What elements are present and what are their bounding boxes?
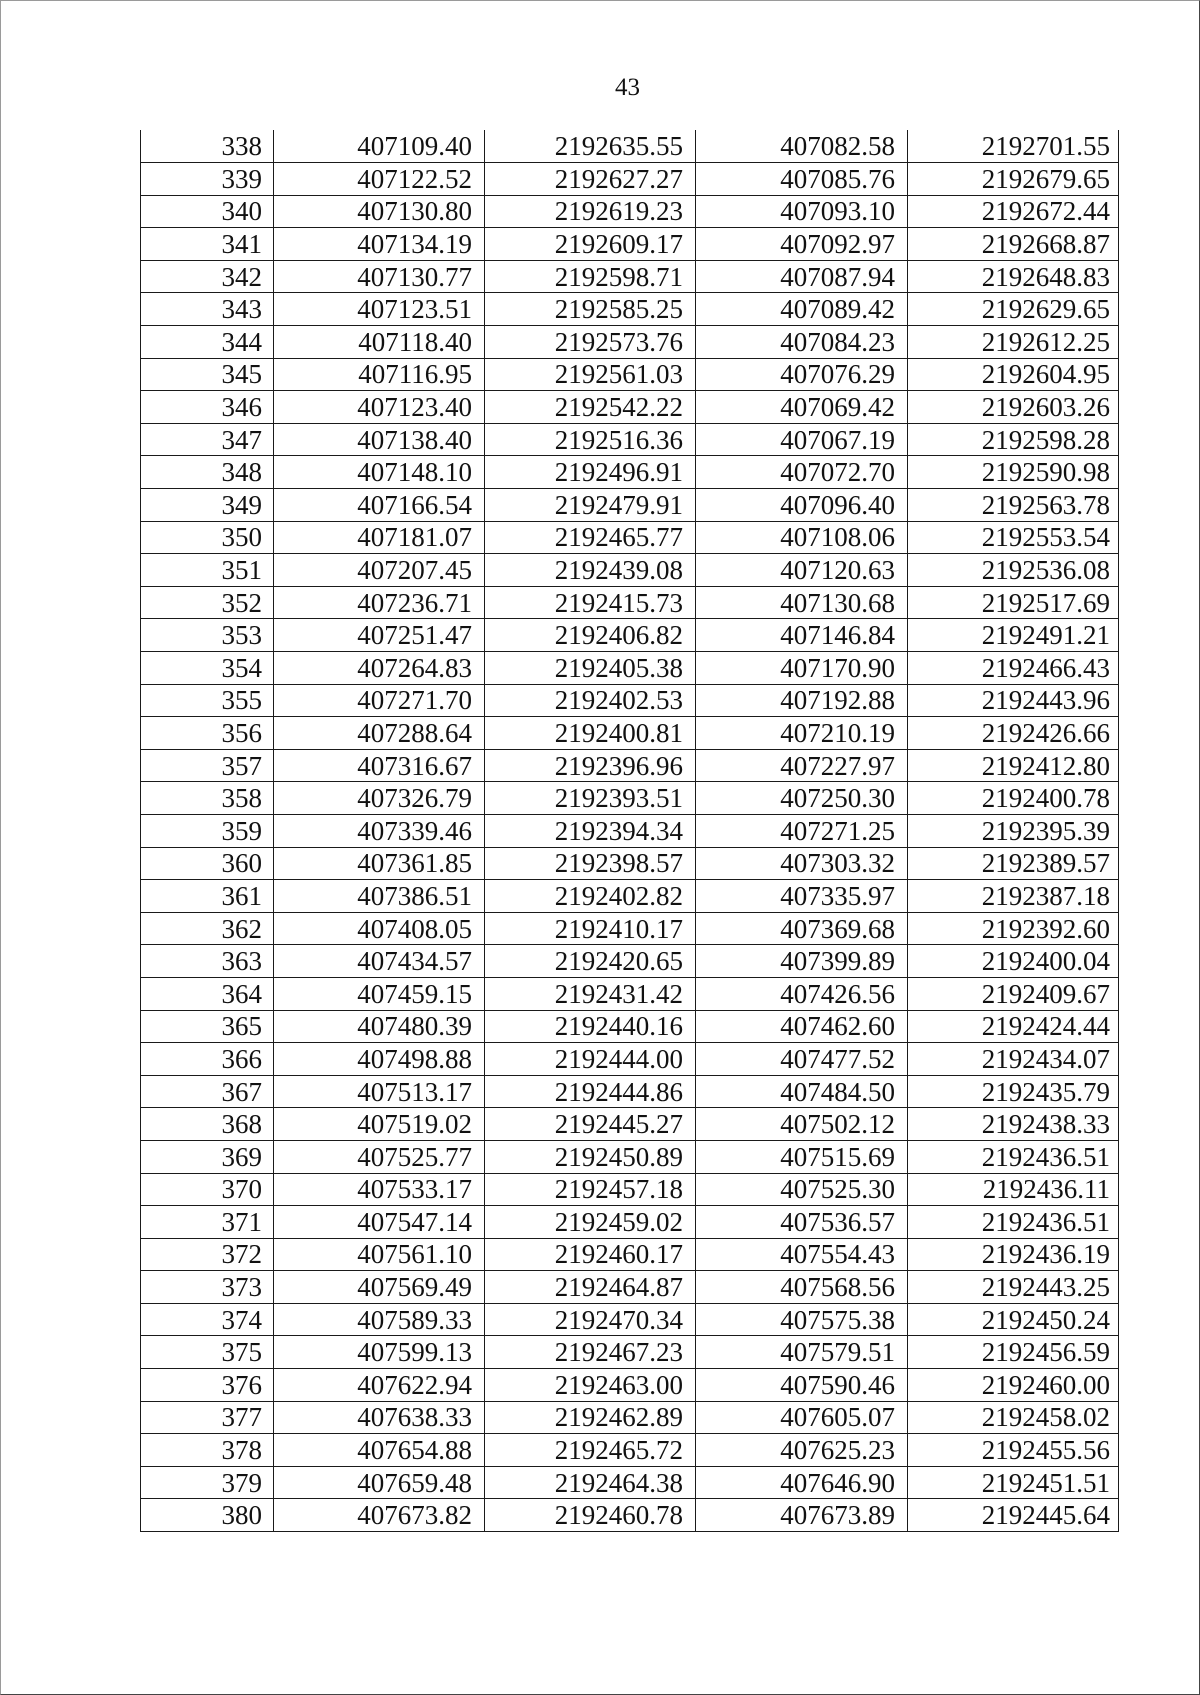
x1-cell: 407408.05 bbox=[274, 912, 485, 945]
point-number-cell: 361 bbox=[141, 880, 274, 913]
table-row bbox=[141, 1238, 1119, 1271]
y2-cell: 2192436.51 bbox=[908, 1206, 1119, 1239]
y2-cell: 2192455.56 bbox=[908, 1434, 1119, 1467]
table-row bbox=[141, 423, 1119, 456]
y1-cell: 2192465.72 bbox=[485, 1434, 696, 1467]
x2-cell: 407554.43 bbox=[696, 1238, 908, 1271]
x1-cell: 407519.02 bbox=[274, 1108, 485, 1141]
x1-cell: 407386.51 bbox=[274, 880, 485, 913]
point-number-cell: 359 bbox=[141, 814, 274, 847]
table-row bbox=[141, 1303, 1119, 1336]
y1-cell: 2192394.34 bbox=[485, 814, 696, 847]
x2-cell: 407072.70 bbox=[696, 456, 908, 489]
point-number-cell: 346 bbox=[141, 391, 274, 424]
point-number-cell: 354 bbox=[141, 652, 274, 685]
x1-cell: 407148.10 bbox=[274, 456, 485, 489]
x1-cell: 407166.54 bbox=[274, 489, 485, 522]
x2-cell: 407399.89 bbox=[696, 945, 908, 978]
x2-cell: 407605.07 bbox=[696, 1401, 908, 1434]
y2-cell: 2192450.24 bbox=[908, 1303, 1119, 1336]
point-number-cell: 356 bbox=[141, 717, 274, 750]
y2-cell: 2192436.19 bbox=[908, 1238, 1119, 1271]
y2-cell: 2192395.39 bbox=[908, 814, 1119, 847]
y1-cell: 2192457.18 bbox=[485, 1173, 696, 1206]
y1-cell: 2192561.03 bbox=[485, 358, 696, 391]
x1-cell: 407589.33 bbox=[274, 1303, 485, 1336]
point-number-cell: 350 bbox=[141, 521, 274, 554]
point-number-cell: 344 bbox=[141, 326, 274, 359]
table-row bbox=[141, 1206, 1119, 1239]
y2-cell: 2192517.69 bbox=[908, 586, 1119, 619]
y2-cell: 2192668.87 bbox=[908, 228, 1119, 261]
x2-cell: 407069.42 bbox=[696, 391, 908, 424]
point-number-cell: 366 bbox=[141, 1043, 274, 1076]
x1-cell: 407622.94 bbox=[274, 1369, 485, 1402]
x2-cell: 407525.30 bbox=[696, 1173, 908, 1206]
point-number-cell: 343 bbox=[141, 293, 274, 326]
y2-cell: 2192536.08 bbox=[908, 554, 1119, 587]
table-row bbox=[141, 554, 1119, 587]
x1-cell: 407599.13 bbox=[274, 1336, 485, 1369]
y1-cell: 2192439.08 bbox=[485, 554, 696, 587]
y2-cell: 2192590.98 bbox=[908, 456, 1119, 489]
table-row bbox=[141, 1173, 1119, 1206]
y2-cell: 2192443.96 bbox=[908, 684, 1119, 717]
x2-cell: 407502.12 bbox=[696, 1108, 908, 1141]
table-row bbox=[141, 1369, 1119, 1402]
x1-cell: 407361.85 bbox=[274, 847, 485, 880]
point-number-cell: 357 bbox=[141, 749, 274, 782]
x2-cell: 407146.84 bbox=[696, 619, 908, 652]
point-number-cell: 352 bbox=[141, 586, 274, 619]
x1-cell: 407339.46 bbox=[274, 814, 485, 847]
x2-cell: 407590.46 bbox=[696, 1369, 908, 1402]
y1-cell: 2192465.77 bbox=[485, 521, 696, 554]
table-row bbox=[141, 358, 1119, 391]
point-number-cell: 363 bbox=[141, 945, 274, 978]
x1-cell: 407316.67 bbox=[274, 749, 485, 782]
y1-cell: 2192450.89 bbox=[485, 1140, 696, 1173]
y1-cell: 2192573.76 bbox=[485, 326, 696, 359]
y1-cell: 2192479.91 bbox=[485, 489, 696, 522]
x1-cell: 407638.33 bbox=[274, 1401, 485, 1434]
y2-cell: 2192563.78 bbox=[908, 489, 1119, 522]
point-number-cell: 369 bbox=[141, 1140, 274, 1173]
point-number-cell: 367 bbox=[141, 1075, 274, 1108]
y2-cell: 2192553.54 bbox=[908, 521, 1119, 554]
table-row bbox=[141, 163, 1119, 196]
table-row bbox=[141, 652, 1119, 685]
x1-cell: 407561.10 bbox=[274, 1238, 485, 1271]
point-number-cell: 338 bbox=[141, 130, 274, 163]
point-number-cell: 355 bbox=[141, 684, 274, 717]
x2-cell: 407477.52 bbox=[696, 1043, 908, 1076]
table-row bbox=[141, 228, 1119, 261]
table-row bbox=[141, 489, 1119, 522]
y1-cell: 2192410.17 bbox=[485, 912, 696, 945]
table-row bbox=[141, 195, 1119, 228]
x2-cell: 407108.06 bbox=[696, 521, 908, 554]
x2-cell: 407484.50 bbox=[696, 1075, 908, 1108]
x2-cell: 407271.25 bbox=[696, 814, 908, 847]
x2-cell: 407082.58 bbox=[696, 130, 908, 163]
x2-cell: 407462.60 bbox=[696, 1010, 908, 1043]
x2-cell: 407085.76 bbox=[696, 163, 908, 196]
x1-cell: 407264.83 bbox=[274, 652, 485, 685]
x2-cell: 407579.51 bbox=[696, 1336, 908, 1369]
y1-cell: 2192462.89 bbox=[485, 1401, 696, 1434]
y1-cell: 2192635.55 bbox=[485, 130, 696, 163]
x2-cell: 407369.68 bbox=[696, 912, 908, 945]
y1-cell: 2192402.53 bbox=[485, 684, 696, 717]
y2-cell: 2192389.57 bbox=[908, 847, 1119, 880]
x2-cell: 407625.23 bbox=[696, 1434, 908, 1467]
x2-cell: 407170.90 bbox=[696, 652, 908, 685]
table-row bbox=[141, 293, 1119, 326]
y2-cell: 2192701.55 bbox=[908, 130, 1119, 163]
table-row bbox=[141, 945, 1119, 978]
x1-cell: 407122.52 bbox=[274, 163, 485, 196]
x1-cell: 407434.57 bbox=[274, 945, 485, 978]
table-row bbox=[141, 1140, 1119, 1173]
y1-cell: 2192609.17 bbox=[485, 228, 696, 261]
point-number-cell: 345 bbox=[141, 358, 274, 391]
x1-cell: 407525.77 bbox=[274, 1140, 485, 1173]
y1-cell: 2192415.73 bbox=[485, 586, 696, 619]
table-row bbox=[141, 684, 1119, 717]
y1-cell: 2192396.96 bbox=[485, 749, 696, 782]
y2-cell: 2192466.43 bbox=[908, 652, 1119, 685]
table-row bbox=[141, 391, 1119, 424]
point-number-cell: 377 bbox=[141, 1401, 274, 1434]
x1-cell: 407271.70 bbox=[274, 684, 485, 717]
point-number-cell: 349 bbox=[141, 489, 274, 522]
point-number-cell: 342 bbox=[141, 260, 274, 293]
y2-cell: 2192458.02 bbox=[908, 1401, 1119, 1434]
x1-cell: 407134.19 bbox=[274, 228, 485, 261]
x2-cell: 407227.97 bbox=[696, 749, 908, 782]
y2-cell: 2192400.04 bbox=[908, 945, 1119, 978]
x1-cell: 407659.48 bbox=[274, 1466, 485, 1499]
x2-cell: 407426.56 bbox=[696, 977, 908, 1010]
y1-cell: 2192459.02 bbox=[485, 1206, 696, 1239]
x2-cell: 407515.69 bbox=[696, 1140, 908, 1173]
y1-cell: 2192402.82 bbox=[485, 880, 696, 913]
x2-cell: 407096.40 bbox=[696, 489, 908, 522]
point-number-cell: 368 bbox=[141, 1108, 274, 1141]
y2-cell: 2192672.44 bbox=[908, 195, 1119, 228]
table-row bbox=[141, 1271, 1119, 1304]
table-row bbox=[141, 717, 1119, 750]
x1-cell: 407109.40 bbox=[274, 130, 485, 163]
table-row bbox=[141, 1466, 1119, 1499]
x2-cell: 407335.97 bbox=[696, 880, 908, 913]
point-number-cell: 339 bbox=[141, 163, 274, 196]
point-number-cell: 372 bbox=[141, 1238, 274, 1271]
point-number-cell: 360 bbox=[141, 847, 274, 880]
y1-cell: 2192445.27 bbox=[485, 1108, 696, 1141]
page-number: 43 bbox=[615, 74, 640, 101]
y1-cell: 2192467.23 bbox=[485, 1336, 696, 1369]
table-row bbox=[141, 456, 1119, 489]
table-row bbox=[141, 1043, 1119, 1076]
table-row bbox=[141, 814, 1119, 847]
y2-cell: 2192426.66 bbox=[908, 717, 1119, 750]
x2-cell: 407250.30 bbox=[696, 782, 908, 815]
x2-cell: 407076.29 bbox=[696, 358, 908, 391]
table-row bbox=[141, 749, 1119, 782]
x2-cell: 407067.19 bbox=[696, 423, 908, 456]
y2-cell: 2192604.95 bbox=[908, 358, 1119, 391]
table-row bbox=[141, 782, 1119, 815]
y1-cell: 2192440.16 bbox=[485, 1010, 696, 1043]
y2-cell: 2192392.60 bbox=[908, 912, 1119, 945]
x2-cell: 407536.57 bbox=[696, 1206, 908, 1239]
y1-cell: 2192464.38 bbox=[485, 1466, 696, 1499]
y2-cell: 2192435.79 bbox=[908, 1075, 1119, 1108]
table-row bbox=[141, 1075, 1119, 1108]
y2-cell: 2192387.18 bbox=[908, 880, 1119, 913]
y1-cell: 2192598.71 bbox=[485, 260, 696, 293]
y2-cell: 2192460.00 bbox=[908, 1369, 1119, 1402]
x1-cell: 407569.49 bbox=[274, 1271, 485, 1304]
point-number-cell: 365 bbox=[141, 1010, 274, 1043]
point-number-cell: 370 bbox=[141, 1173, 274, 1206]
point-number-cell: 362 bbox=[141, 912, 274, 945]
y1-cell: 2192444.86 bbox=[485, 1075, 696, 1108]
x1-cell: 407288.64 bbox=[274, 717, 485, 750]
x2-cell: 407303.32 bbox=[696, 847, 908, 880]
coordinates-table bbox=[140, 130, 1119, 1532]
y2-cell: 2192612.25 bbox=[908, 326, 1119, 359]
y2-cell: 2192400.78 bbox=[908, 782, 1119, 815]
table-row bbox=[141, 521, 1119, 554]
table-row bbox=[141, 1336, 1119, 1369]
y1-cell: 2192516.36 bbox=[485, 423, 696, 456]
table-row bbox=[141, 326, 1119, 359]
table-row bbox=[141, 912, 1119, 945]
y2-cell: 2192603.26 bbox=[908, 391, 1119, 424]
table-row bbox=[141, 1401, 1119, 1434]
y1-cell: 2192393.51 bbox=[485, 782, 696, 815]
x1-cell: 407513.17 bbox=[274, 1075, 485, 1108]
x1-cell: 407251.47 bbox=[274, 619, 485, 652]
table-row bbox=[141, 1108, 1119, 1141]
point-number-cell: 364 bbox=[141, 977, 274, 1010]
x2-cell: 407120.63 bbox=[696, 554, 908, 587]
x1-cell: 407123.51 bbox=[274, 293, 485, 326]
point-number-cell: 375 bbox=[141, 1336, 274, 1369]
x2-cell: 407568.56 bbox=[696, 1271, 908, 1304]
point-number-cell: 380 bbox=[141, 1499, 274, 1532]
x2-cell: 407089.42 bbox=[696, 293, 908, 326]
point-number-cell: 378 bbox=[141, 1434, 274, 1467]
table-row bbox=[141, 619, 1119, 652]
x1-cell: 407116.95 bbox=[274, 358, 485, 391]
x1-cell: 407654.88 bbox=[274, 1434, 485, 1467]
y2-cell: 2192443.25 bbox=[908, 1271, 1119, 1304]
x2-cell: 407575.38 bbox=[696, 1303, 908, 1336]
point-number-cell: 373 bbox=[141, 1271, 274, 1304]
x1-cell: 407123.40 bbox=[274, 391, 485, 424]
point-number-cell: 341 bbox=[141, 228, 274, 261]
y1-cell: 2192460.17 bbox=[485, 1238, 696, 1271]
x1-cell: 407498.88 bbox=[274, 1043, 485, 1076]
x1-cell: 407207.45 bbox=[274, 554, 485, 587]
y1-cell: 2192542.22 bbox=[485, 391, 696, 424]
x1-cell: 407130.77 bbox=[274, 260, 485, 293]
point-number-cell: 348 bbox=[141, 456, 274, 489]
x2-cell: 407092.97 bbox=[696, 228, 908, 261]
table-row bbox=[141, 1010, 1119, 1043]
x2-cell: 407130.68 bbox=[696, 586, 908, 619]
point-number-cell: 358 bbox=[141, 782, 274, 815]
table-row bbox=[141, 977, 1119, 1010]
y1-cell: 2192444.00 bbox=[485, 1043, 696, 1076]
x1-cell: 407181.07 bbox=[274, 521, 485, 554]
coordinates-table-body bbox=[141, 130, 1119, 1532]
table-row bbox=[141, 586, 1119, 619]
y1-cell: 2192420.65 bbox=[485, 945, 696, 978]
point-number-cell: 374 bbox=[141, 1303, 274, 1336]
y2-cell: 2192438.33 bbox=[908, 1108, 1119, 1141]
x1-cell: 407326.79 bbox=[274, 782, 485, 815]
x1-cell: 407547.14 bbox=[274, 1206, 485, 1239]
x1-cell: 407130.80 bbox=[274, 195, 485, 228]
x1-cell: 407480.39 bbox=[274, 1010, 485, 1043]
y2-cell: 2192648.83 bbox=[908, 260, 1119, 293]
y2-cell: 2192629.65 bbox=[908, 293, 1119, 326]
y1-cell: 2192627.27 bbox=[485, 163, 696, 196]
x2-cell: 407673.89 bbox=[696, 1499, 908, 1532]
y1-cell: 2192585.25 bbox=[485, 293, 696, 326]
y2-cell: 2192451.51 bbox=[908, 1466, 1119, 1499]
y1-cell: 2192431.42 bbox=[485, 977, 696, 1010]
y2-cell: 2192456.59 bbox=[908, 1336, 1119, 1369]
y2-cell: 2192598.28 bbox=[908, 423, 1119, 456]
y1-cell: 2192406.82 bbox=[485, 619, 696, 652]
y1-cell: 2192470.34 bbox=[485, 1303, 696, 1336]
y1-cell: 2192619.23 bbox=[485, 195, 696, 228]
y1-cell: 2192405.38 bbox=[485, 652, 696, 685]
x1-cell: 407459.15 bbox=[274, 977, 485, 1010]
y2-cell: 2192412.80 bbox=[908, 749, 1119, 782]
y1-cell: 2192464.87 bbox=[485, 1271, 696, 1304]
x2-cell: 407210.19 bbox=[696, 717, 908, 750]
y2-cell: 2192491.21 bbox=[908, 619, 1119, 652]
x2-cell: 407084.23 bbox=[696, 326, 908, 359]
table-row bbox=[141, 1434, 1119, 1467]
y2-cell: 2192434.07 bbox=[908, 1043, 1119, 1076]
table-row bbox=[141, 1499, 1119, 1532]
table-row bbox=[141, 847, 1119, 880]
x1-cell: 407236.71 bbox=[274, 586, 485, 619]
point-number-cell: 376 bbox=[141, 1369, 274, 1402]
table-row bbox=[141, 880, 1119, 913]
x1-cell: 407673.82 bbox=[274, 1499, 485, 1532]
point-number-cell: 353 bbox=[141, 619, 274, 652]
y1-cell: 2192400.81 bbox=[485, 717, 696, 750]
x1-cell: 407118.40 bbox=[274, 326, 485, 359]
table-row bbox=[141, 130, 1119, 163]
point-number-cell: 379 bbox=[141, 1466, 274, 1499]
x2-cell: 407192.88 bbox=[696, 684, 908, 717]
x1-cell: 407138.40 bbox=[274, 423, 485, 456]
x2-cell: 407646.90 bbox=[696, 1466, 908, 1499]
point-number-cell: 340 bbox=[141, 195, 274, 228]
x1-cell: 407533.17 bbox=[274, 1173, 485, 1206]
x2-cell: 407093.10 bbox=[696, 195, 908, 228]
x2-cell: 407087.94 bbox=[696, 260, 908, 293]
y2-cell: 2192445.64 bbox=[908, 1499, 1119, 1532]
y2-cell: 2192436.11 bbox=[908, 1173, 1119, 1206]
y1-cell: 2192398.57 bbox=[485, 847, 696, 880]
y2-cell: 2192424.44 bbox=[908, 1010, 1119, 1043]
y2-cell: 2192436.51 bbox=[908, 1140, 1119, 1173]
y2-cell: 2192409.67 bbox=[908, 977, 1119, 1010]
point-number-cell: 351 bbox=[141, 554, 274, 587]
point-number-cell: 371 bbox=[141, 1206, 274, 1239]
y2-cell: 2192679.65 bbox=[908, 163, 1119, 196]
point-number-cell: 347 bbox=[141, 423, 274, 456]
y1-cell: 2192496.91 bbox=[485, 456, 696, 489]
table-row bbox=[141, 260, 1119, 293]
y1-cell: 2192463.00 bbox=[485, 1369, 696, 1402]
y1-cell: 2192460.78 bbox=[485, 1499, 696, 1532]
